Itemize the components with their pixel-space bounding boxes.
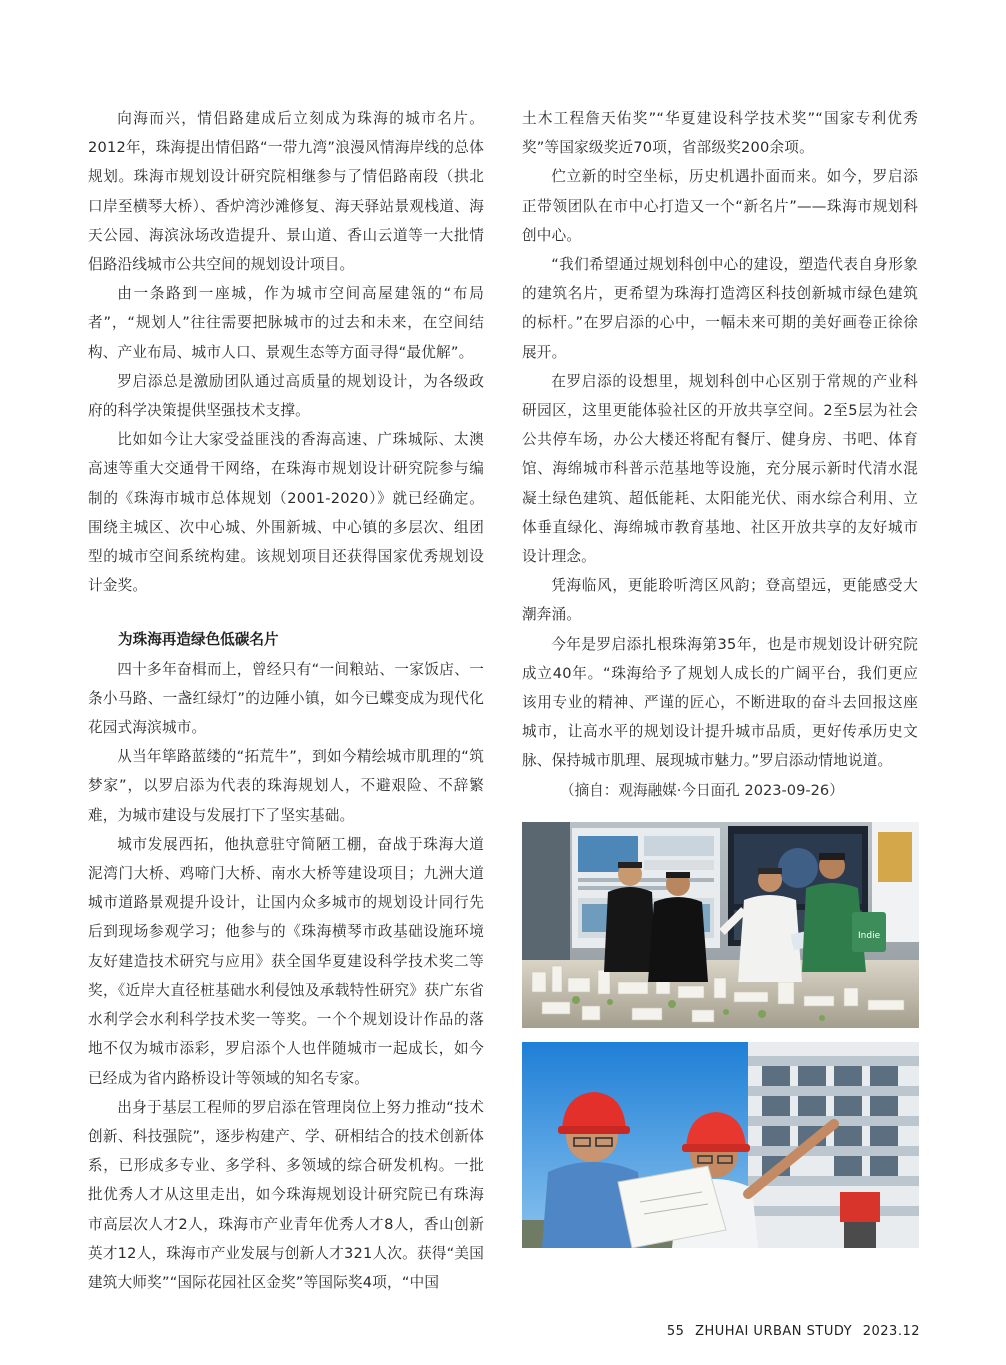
paragraph: 凭海临风，更能聆听湾区风韵；登高望远，更能感受大潮奔涌。 xyxy=(522,577,918,624)
paragraph: 罗启添总是激励团队通过高质量的规划设计，为各级政府的科学决策提供坚强技术支撑。 xyxy=(88,372,484,420)
photo-model-viewing xyxy=(522,822,919,1028)
paragraph: 今年是罗启添扎根珠海第35年，也是市规划设计研究院成立40年。“珠海给予了规划人成长的广阔平台，我们更应该用专业的精神、严谨的匠心，不断进取的奋斗去回报这座城市，让高水平的规划设计提升城市品质，更好传承历史文脉、保持城市肌理、展现城市魅力。”罗启添动情地说道。 xyxy=(522,635,918,770)
page-footer xyxy=(661,1324,920,1339)
left-column xyxy=(88,104,484,1297)
photo-construction-site xyxy=(522,1042,919,1248)
page-number: 55 xyxy=(666,1324,685,1339)
paragraph: 从当年筚路蓝缕的“拓荒牛”，到如今精绘城市肌理的“筑梦家”，以罗启添为代表的珠海规划人，不避艰险、不辞繁难，为城市建设与发展打下了坚实基础。 xyxy=(88,748,484,824)
photo-construction-site-illustration xyxy=(522,1042,919,1248)
bag-label: Indie xyxy=(858,931,881,941)
section-heading: 为珠海再造绿色低碳名片 xyxy=(118,631,279,649)
photo-model-viewing-illustration xyxy=(522,822,919,1028)
publication-name: ZHUHAI URBAN STUDY xyxy=(695,1324,853,1339)
paragraph: 由一条路到一座城，作为城市空间高屋建瓴的“布局者”，“规划人”往往需要把脉城市的过去和未来，在空间结构、产业布局、城市人口、景观生态等方面寻得“最优解”。 xyxy=(88,285,484,361)
paragraph: 出身于基层工程师的罗启添在管理岗位上努力推动“技术创新、科技强院”，逐步构建产、学、研相结合的技术创新体系，已形成多专业、多学科、多领域的综合研发机构。一批批优秀人才从这里走出，如今珠海规划设计研究院已有珠海市高层次人才2人，珠海市产业青年优秀人才8人，香山创新英才12人，珠海市产业发展与创新人才321人次。获得“美国建筑大师奖”“国际花园社区金奖”等国际奖4项，“中国 xyxy=(88,1098,484,1291)
paragraph: 在罗启添的设想里，规划科创中心区别于常规的产业科研园区，这里更能体验社区的开放共享空间。2至5层为社会公共停车场，办公大楼还将配有餐厅、健身房、书吧、体育馆、海绵城市科普示范基地等设施，充分展示新时代清水混凝土绿色建筑、超低能耗、太阳能光伏、雨水综合利用、立体垂直绿化、海绵城市教育基地、社区开放共享的友好城市设计理念。 xyxy=(522,372,918,566)
paragraph: 伫立新的时空坐标，历史机遇扑面而来。如今，罗启添正带领团队在市中心打造又一个“新名片”——珠海市规划科创中心。 xyxy=(522,168,918,244)
paragraph: 城市发展西拓，他执意驻守简陋工棚，奋战于珠海大道泥湾门大桥、鸡啼门大桥、南水大桥等建设项目；九洲大道城市道路景观提升设计，让国内众多城市的规划设计同行先后到现场参观学习；他参与的《珠海横琴市政基础设施环境友好建造技术研究与应用》获全国华夏建设科学技术奖二等奖，《近岸大直径桩基础水利侵蚀及承载特性研究》获广东省水利学会水利科学技术奖一等奖。一个个规划设计作品的落地不仅为城市添彩，罗启添个人也伴随城市一起成长，如今已经成为省内路桥设计等领域的知名专家。 xyxy=(88,835,484,1087)
issue-date: 2023.12 xyxy=(862,1324,920,1339)
paragraph: “我们希望通过规划科创中心的建设，塑造代表自身形象的建筑名片，更希望为珠海打造湾区科技创新城市绿色建筑的标杆。”在罗启添的心中，一幅未来可期的美好画卷正徐徐展开。 xyxy=(522,256,918,361)
paragraph: 向海而兴，情侣路建成后立刻成为珠海的城市名片。2012年，珠海提出情侣路“一带九湾”浪漫风情海岸线的总体规划。珠海市规划设计研究院相继参与了情侣路南段（拱北口岸至横琴大桥）、香炉湾沙滩修复、海天驿站景观栈道、海天公园、海滨泳场改造提升、景山道、香山云道等一大批情侣路沿线城市公共空间的规划设计项目。 xyxy=(88,110,484,274)
paragraph-continuation: 土木工程詹天佑奖”“华夏建设科学技术奖”“国家专利优秀奖”等国家级奖近70项，省部级奖200余项。 xyxy=(522,110,918,157)
paragraph: 比如如今让大家受益匪浅的香海高速、广珠城际、太澳高速等重大交通骨干网络，在珠海市规划设计研究院参与编制的《珠海市城市总体规划（2001-2020）》就已经确定。围绕主城区、次中心城、外围新城、中心镇的多层次、组团型的城市空间系统构建。该规划项目还获得国家优秀规划设计金奖。 xyxy=(88,431,484,595)
right-column xyxy=(522,104,918,805)
source-citation: （摘自：观海融媒·今日面孔 2023-09-26） xyxy=(560,781,844,799)
paragraph: 四十多年奋楫而上，曾经只有“一间粮站、一家饭店、一条小马路、一盏红绿灯”的边陲小镇，如今已蝶变成为现代化花园式海滨城市。 xyxy=(88,660,484,737)
